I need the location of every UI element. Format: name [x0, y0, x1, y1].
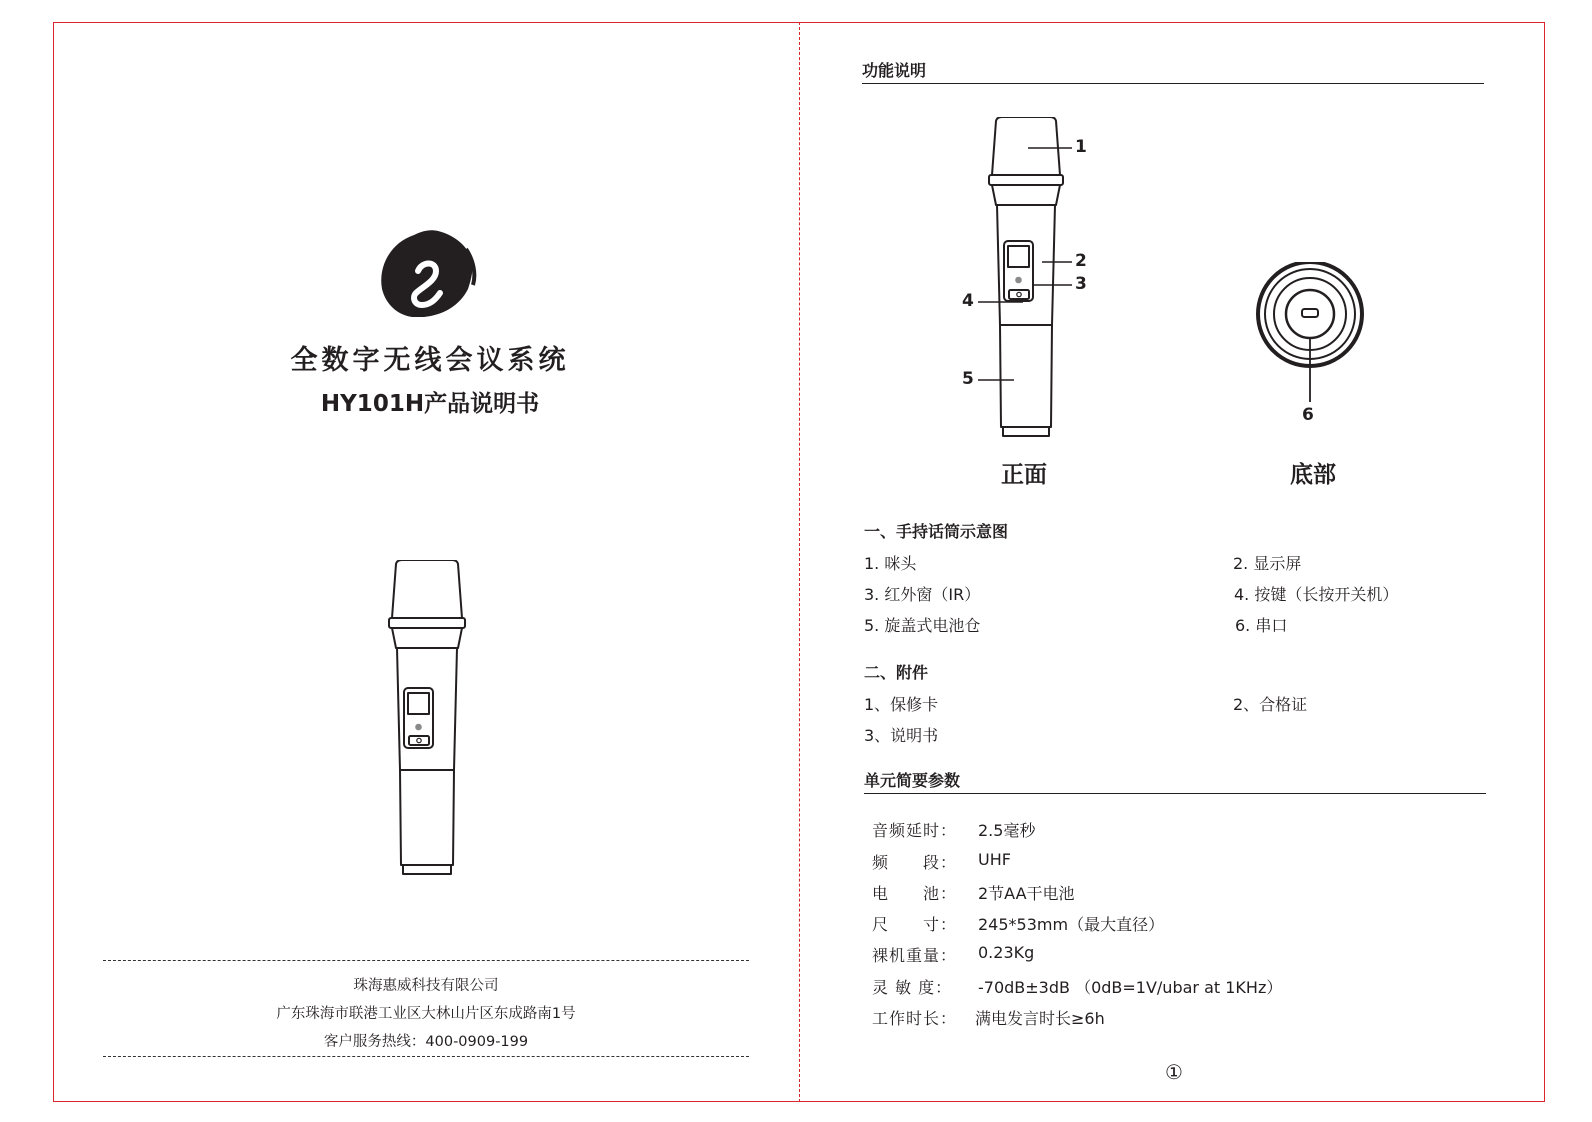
spec-value: 245*53mm（最大直径） — [978, 915, 1165, 934]
diagram-item-6: 6. 串口 — [1235, 616, 1288, 635]
brand-logo — [378, 227, 478, 319]
spec-label: 尺 寸： — [872, 915, 958, 934]
spec-label: 灵 敏 度： — [872, 978, 953, 997]
spec-label: 工作时长： — [872, 1009, 958, 1028]
bottom-view-label: 底部 — [1290, 462, 1336, 488]
product-title: 全数字无线会议系统 — [290, 345, 570, 376]
callout-5: 5 — [962, 369, 974, 389]
spec-value: 2.5毫秒 — [978, 821, 1036, 840]
function-heading: 功能说明 — [862, 61, 927, 80]
diagram-item-3: 3. 红外窗（IR） — [864, 585, 981, 604]
company-address: 广东珠海市联港工业区大林山片区东成路南1号 — [276, 1006, 576, 1022]
diagram-item-2: 2. 显示屏 — [1233, 554, 1302, 573]
spec-label: 裸机重量： — [872, 946, 958, 965]
diagram-item-5: 5. 旋盖式电池仓 — [864, 616, 981, 635]
divider-top — [103, 960, 749, 961]
accessory-item-2: 2、合格证 — [1233, 695, 1308, 714]
specs-heading: 单元简要参数 — [864, 771, 961, 790]
front-view-label: 正面 — [1001, 462, 1047, 488]
spec-label: 电 池： — [872, 884, 958, 903]
callout-4: 4 — [962, 291, 974, 311]
diagram-item-4: 4. 按键（长按开关机） — [1234, 585, 1399, 604]
spec-label: 音频延时： — [872, 821, 958, 840]
diagram-item-1: 1. 咪头 — [864, 554, 917, 573]
product-subtitle: HY101H产品说明书 — [320, 391, 540, 417]
callout-lines — [970, 140, 1090, 400]
callout-3: 3 — [1075, 274, 1087, 294]
specs-heading-rule — [864, 793, 1486, 794]
callout-2: 2 — [1075, 251, 1087, 271]
fold-line — [799, 22, 800, 1102]
spec-value: 满电发言时长≥6h — [975, 1009, 1105, 1028]
accessory-item-1: 1、保修卡 — [864, 695, 939, 714]
diagram-section-heading: 一、手持话筒示意图 — [864, 522, 1009, 541]
page-number: ① — [1165, 1060, 1183, 1084]
company-name: 珠海惠威科技有限公司 — [353, 978, 499, 994]
callout-1: 1 — [1075, 137, 1087, 157]
accessory-item-3: 3、说明书 — [864, 726, 939, 745]
callout-6: 6 — [1302, 405, 1314, 425]
spec-value: 2节AA干电池 — [978, 884, 1075, 903]
spec-label: 频 段： — [872, 853, 958, 872]
spec-value: 0.23Kg — [978, 943, 1035, 962]
company-info — [103, 960, 749, 1058]
divider-bottom — [103, 1056, 749, 1057]
customer-hotline: 客户服务热线：400-0909-199 — [323, 1034, 529, 1050]
microphone-cover-illustration — [388, 560, 478, 892]
accessories-heading: 二、附件 — [864, 663, 929, 682]
function-heading-rule — [862, 83, 1484, 84]
spec-value: -70dB±3dB （0dB=1V/ubar at 1KHz） — [978, 978, 1283, 997]
spec-value: UHF — [978, 850, 1011, 869]
microphone-bottom-diagram — [1256, 262, 1366, 412]
